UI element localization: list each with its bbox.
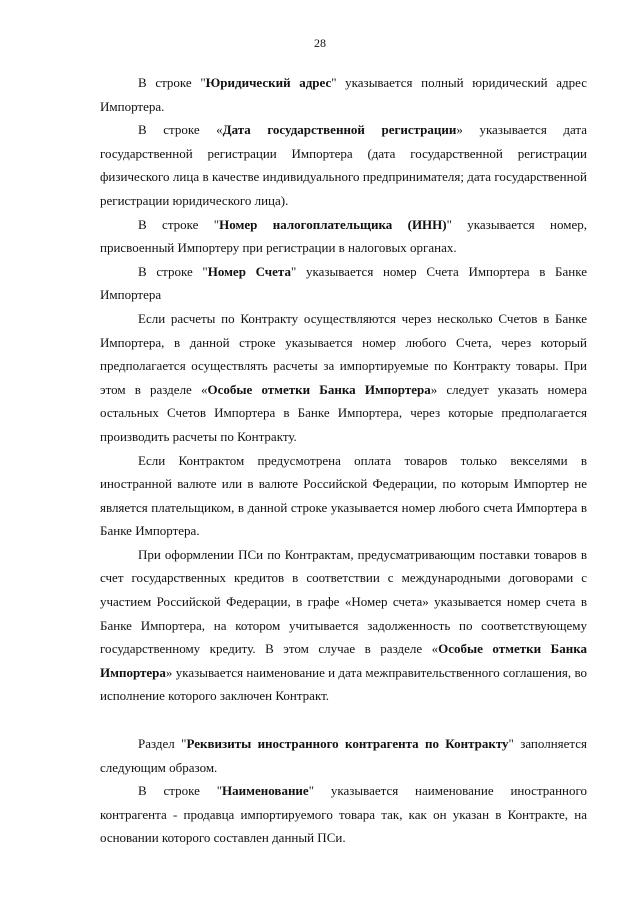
paragraph-foreign-counterparty: Раздел "Реквизиты иностранного контрагента по Контракту" заполняется следующим образом. <box>100 736 587 775</box>
field-name: Номер Счета <box>207 263 291 279</box>
page-number: 28 <box>314 36 326 50</box>
paragraph-legal-address: В строке "Юридический адрес" указывается полный юридический адрес Импортера. <box>100 75 587 114</box>
paragraph-state-credits: При оформлении ПСи по Контрактам, предусматривающим поставки товаров в счет государственных кредитов в соответствии с международными договорами с участием Российской Федерации, в графе «Номер счета» указывается номер счета в Банке Импортера, на котором учитывается задолженность по соответствующему государственному кредиту. В этом случае в разделе «Особые отметки Банка Импортера» указывается наименование и дата межправительственного соглашения, во исполнение которого заключен Контракт. <box>100 546 587 704</box>
paragraph-registration-date: В строке «Дата государственной регистрации» указывается дата государственной регистрации Импортера (дата государственной регистрации физического лица в качестве индивидуального предпринимателя; дата государственной регистрации юридического лица). <box>100 122 587 208</box>
section-name: Особые отметки Банка Импортера <box>100 641 587 680</box>
field-name: Номер налогоплательщика (ИНН) <box>219 216 447 232</box>
paragraph-multiple-accounts: Если расчеты по Контракту осуществляются через несколько Счетов в Банке Импортера, в данной строке указывается номер любого Счета, через который предполагается осуществлять расчеты за импортируемые по Контракту товары. При этом в разделе «Особые отметки Банка Импортера» следует указать номера остальных Счетов Импортера в Банке Импортера, через которые предполагается производить расчеты по Контракту. <box>100 310 587 444</box>
section-name: Особые отметки Банка Импортера <box>207 381 431 397</box>
field-name: Дата государственной регистрации <box>222 122 457 138</box>
paragraph-inn: В строке "Номер налогоплательщика (ИНН)" указывается номер, присвоенный Импортеру при регистрации в налоговых органах. <box>100 216 587 256</box>
paragraph-bills-of-exchange: Если Контрактом предусмотрена оплата товаров только векселями в иностранной валюте или в валюте Российской Федерации, по которым Импортер не является плательщиком, в данной строке указывается номер любого счета Импортера в Банке Импортера. <box>100 452 587 539</box>
field-name: Наименование <box>222 783 309 799</box>
paragraph-account-number: В строке "Номер Счета" указывается номер Счета Импортера в Банке Импортера <box>100 263 587 303</box>
document-body <box>100 71 587 850</box>
field-name: Юридический адрес <box>205 75 332 90</box>
section-name: Реквизиты иностранного контрагента по Контракту <box>186 736 509 752</box>
paragraph-counterparty-name: В строке "Наименование" указывается наименование иностранного контрагента - продавца импортируемого товара так, как он указан в Контракте, на основании которого составлен данный ПСи. <box>100 783 587 846</box>
